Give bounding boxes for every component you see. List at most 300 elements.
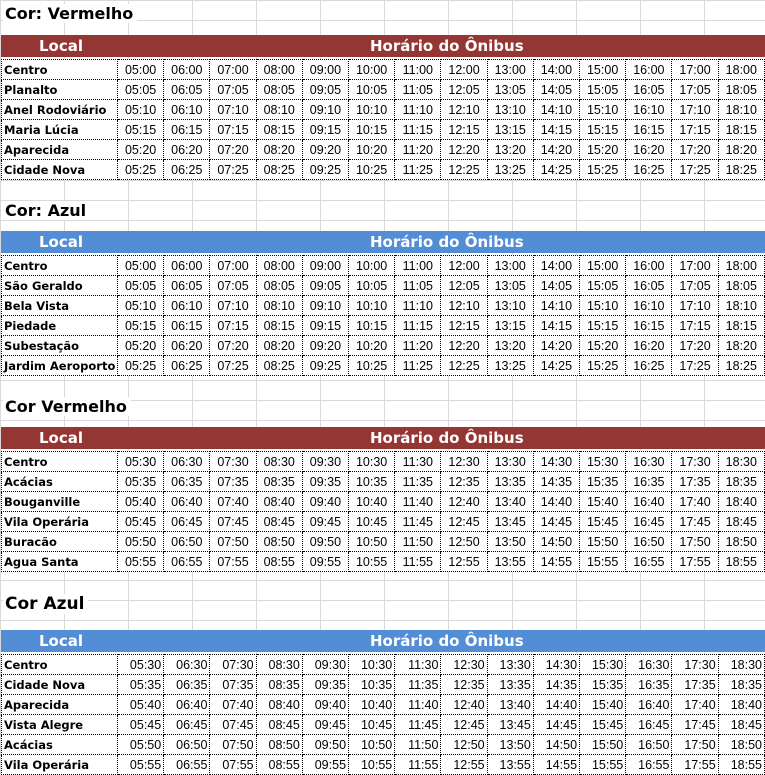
time-cell[interactable]: 10:45 (349, 715, 395, 735)
time-cell[interactable]: 12:30 (441, 655, 487, 675)
time-cell[interactable]: 14:05 (533, 80, 579, 100)
time-cell[interactable]: 12:20 (441, 140, 487, 160)
time-cell[interactable]: 16:55 (626, 552, 672, 572)
time-cell[interactable]: 10:15 (349, 120, 395, 140)
time-cell[interactable]: 08:20 (256, 336, 302, 356)
time-cell[interactable]: 14:25 (533, 160, 579, 180)
time-cell[interactable]: 15:05 (580, 80, 626, 100)
time-cell[interactable]: 07:50 (210, 532, 256, 552)
time-cell[interactable]: 08:00 (256, 256, 302, 276)
stop-name-cell[interactable]: Agua Santa (2, 552, 118, 572)
time-cell[interactable]: 10:40 (349, 492, 395, 512)
time-cell[interactable]: 06:20 (164, 140, 210, 160)
time-cell[interactable]: 08:45 (256, 715, 302, 735)
time-cell[interactable]: 15:35 (580, 472, 626, 492)
time-cell[interactable]: 05:15 (118, 120, 164, 140)
time-cell[interactable]: 18:00 (718, 60, 764, 80)
time-cell[interactable]: 14:00 (533, 60, 579, 80)
time-cell[interactable]: 11:40 (395, 695, 441, 715)
time-cell[interactable]: 13:05 (487, 80, 533, 100)
time-cell[interactable]: 09:30 (302, 655, 348, 675)
time-cell[interactable]: 08:10 (256, 100, 302, 120)
time-cell[interactable]: 15:45 (580, 715, 626, 735)
time-cell[interactable]: 07:35 (210, 675, 256, 695)
time-cell[interactable]: 16:20 (626, 140, 672, 160)
time-cell[interactable]: 11:50 (395, 735, 441, 755)
time-cell[interactable]: 16:10 (626, 296, 672, 316)
time-cell[interactable]: 15:10 (580, 100, 626, 120)
time-cell[interactable]: 13:15 (487, 120, 533, 140)
time-cell[interactable]: 17:55 (672, 552, 718, 572)
time-cell[interactable]: 16:50 (626, 735, 672, 755)
time-cell[interactable]: 13:15 (487, 316, 533, 336)
time-cell[interactable]: 06:35 (164, 675, 210, 695)
time-cell[interactable]: 08:55 (256, 552, 302, 572)
time-cell[interactable]: 10:50 (349, 532, 395, 552)
time-cell[interactable]: 06:05 (164, 276, 210, 296)
time-cell[interactable]: 13:55 (487, 755, 533, 775)
time-cell[interactable]: 05:05 (118, 80, 164, 100)
time-cell[interactable]: 17:05 (672, 276, 718, 296)
time-cell[interactable]: 11:00 (395, 256, 441, 276)
time-cell[interactable]: 09:35 (302, 675, 348, 695)
time-cell[interactable]: 11:00 (395, 60, 441, 80)
time-cell[interactable]: 06:45 (164, 715, 210, 735)
time-cell[interactable]: 05:45 (118, 512, 164, 532)
time-cell[interactable]: 10:00 (349, 60, 395, 80)
time-cell[interactable]: 08:50 (256, 532, 302, 552)
stop-name-cell[interactable]: Aparecida (2, 695, 118, 715)
time-cell[interactable]: 08:25 (256, 160, 302, 180)
time-cell[interactable]: 17:45 (672, 512, 718, 532)
time-cell[interactable]: 08:10 (256, 296, 302, 316)
time-cell[interactable]: 16:30 (626, 655, 672, 675)
time-cell[interactable]: 13:00 (487, 60, 533, 80)
time-cell[interactable]: 06:35 (164, 472, 210, 492)
time-cell[interactable]: 10:00 (349, 256, 395, 276)
time-cell[interactable]: 05:40 (118, 492, 164, 512)
time-cell[interactable]: 14:45 (533, 715, 579, 735)
time-cell[interactable]: 15:25 (580, 160, 626, 180)
time-cell[interactable]: 10:30 (349, 655, 395, 675)
time-cell[interactable]: 15:00 (580, 256, 626, 276)
time-cell[interactable]: 17:30 (672, 452, 718, 472)
stop-name-cell[interactable]: Acácias (2, 472, 118, 492)
time-cell[interactable]: 12:45 (441, 715, 487, 735)
time-cell[interactable]: 08:30 (256, 452, 302, 472)
time-cell[interactable]: 11:50 (395, 532, 441, 552)
time-cell[interactable]: 08:25 (256, 356, 302, 376)
time-cell[interactable]: 16:10 (626, 100, 672, 120)
time-cell[interactable]: 09:40 (302, 492, 348, 512)
time-cell[interactable]: 15:20 (580, 336, 626, 356)
stop-name-cell[interactable]: Jardim Aeroporto (2, 356, 118, 376)
time-cell[interactable]: 05:40 (118, 695, 164, 715)
time-cell[interactable]: 16:30 (626, 452, 672, 472)
time-cell[interactable]: 16:05 (626, 80, 672, 100)
time-cell[interactable]: 05:55 (118, 552, 164, 572)
time-cell[interactable]: 18:05 (718, 80, 764, 100)
time-cell[interactable]: 05:10 (118, 100, 164, 120)
time-cell[interactable]: 08:45 (256, 512, 302, 532)
time-cell[interactable]: 18:40 (718, 695, 764, 715)
time-cell[interactable]: 14:10 (533, 100, 579, 120)
time-cell[interactable]: 11:05 (395, 276, 441, 296)
time-cell[interactable]: 17:00 (672, 256, 718, 276)
time-cell[interactable]: 07:45 (210, 512, 256, 532)
time-cell[interactable]: 17:55 (672, 755, 718, 775)
time-cell[interactable]: 14:20 (533, 140, 579, 160)
time-cell[interactable]: 08:00 (256, 60, 302, 80)
stop-name-cell[interactable]: Aparecida (2, 140, 118, 160)
time-cell[interactable]: 12:10 (441, 100, 487, 120)
time-cell[interactable]: 07:00 (210, 60, 256, 80)
time-cell[interactable]: 11:35 (395, 472, 441, 492)
time-cell[interactable]: 06:15 (164, 120, 210, 140)
time-cell[interactable]: 06:20 (164, 336, 210, 356)
time-cell[interactable]: 09:05 (302, 80, 348, 100)
time-cell[interactable]: 05:25 (118, 160, 164, 180)
stop-name-cell[interactable]: São Geraldo (2, 276, 118, 296)
time-cell[interactable]: 06:50 (164, 532, 210, 552)
time-cell[interactable]: 10:50 (349, 735, 395, 755)
time-cell[interactable]: 07:00 (210, 256, 256, 276)
time-cell[interactable]: 06:00 (164, 60, 210, 80)
time-cell[interactable]: 05:35 (118, 472, 164, 492)
time-cell[interactable]: 16:55 (626, 755, 672, 775)
time-cell[interactable]: 10:20 (349, 140, 395, 160)
time-cell[interactable]: 14:55 (533, 755, 579, 775)
time-cell[interactable]: 09:15 (302, 120, 348, 140)
time-cell[interactable]: 15:05 (580, 276, 626, 296)
time-cell[interactable]: 14:15 (533, 316, 579, 336)
time-cell[interactable]: 13:50 (487, 735, 533, 755)
time-cell[interactable]: 07:15 (210, 316, 256, 336)
time-cell[interactable]: 06:25 (164, 160, 210, 180)
time-cell[interactable]: 06:00 (164, 256, 210, 276)
time-cell[interactable]: 13:50 (487, 532, 533, 552)
time-cell[interactable]: 05:10 (118, 296, 164, 316)
time-cell[interactable]: 15:15 (580, 316, 626, 336)
time-cell[interactable]: 05:50 (118, 735, 164, 755)
time-cell[interactable]: 14:30 (533, 655, 579, 675)
time-cell[interactable]: 13:20 (487, 140, 533, 160)
time-cell[interactable]: 15:55 (580, 755, 626, 775)
time-cell[interactable]: 14:30 (533, 452, 579, 472)
time-cell[interactable]: 18:50 (718, 735, 764, 755)
time-cell[interactable]: 11:15 (395, 316, 441, 336)
time-cell[interactable]: 09:55 (302, 552, 348, 572)
time-cell[interactable]: 14:45 (533, 512, 579, 532)
time-cell[interactable]: 17:50 (672, 735, 718, 755)
time-cell[interactable]: 07:55 (210, 552, 256, 572)
time-cell[interactable]: 11:40 (395, 492, 441, 512)
stop-name-cell[interactable]: Centro (2, 256, 118, 276)
time-cell[interactable]: 05:00 (118, 60, 164, 80)
time-cell[interactable]: 14:35 (533, 675, 579, 695)
time-cell[interactable]: 09:35 (302, 472, 348, 492)
time-cell[interactable]: 10:35 (349, 472, 395, 492)
time-cell[interactable]: 09:20 (302, 140, 348, 160)
time-cell[interactable]: 16:45 (626, 715, 672, 735)
time-cell[interactable]: 15:20 (580, 140, 626, 160)
time-cell[interactable]: 05:25 (118, 356, 164, 376)
time-cell[interactable]: 07:50 (210, 735, 256, 755)
time-cell[interactable]: 06:55 (164, 755, 210, 775)
time-cell[interactable]: 18:45 (718, 512, 764, 532)
time-cell[interactable]: 13:20 (487, 336, 533, 356)
time-cell[interactable]: 06:30 (164, 452, 210, 472)
time-cell[interactable]: 13:35 (487, 675, 533, 695)
time-cell[interactable]: 18:05 (718, 276, 764, 296)
time-cell[interactable]: 10:55 (349, 552, 395, 572)
time-cell[interactable]: 15:55 (580, 552, 626, 572)
time-cell[interactable]: 15:45 (580, 512, 626, 532)
time-cell[interactable]: 06:50 (164, 735, 210, 755)
time-cell[interactable]: 18:35 (718, 675, 764, 695)
time-cell[interactable]: 18:30 (718, 452, 764, 472)
time-cell[interactable]: 12:25 (441, 160, 487, 180)
time-cell[interactable]: 15:15 (580, 120, 626, 140)
time-cell[interactable]: 13:45 (487, 512, 533, 532)
time-cell[interactable]: 16:15 (626, 316, 672, 336)
time-cell[interactable]: 17:10 (672, 100, 718, 120)
time-cell[interactable]: 12:40 (441, 492, 487, 512)
time-cell[interactable]: 07:40 (210, 492, 256, 512)
time-cell[interactable]: 13:30 (487, 452, 533, 472)
time-cell[interactable]: 13:25 (487, 160, 533, 180)
time-cell[interactable]: 17:20 (672, 336, 718, 356)
time-cell[interactable]: 09:30 (302, 452, 348, 472)
time-cell[interactable]: 18:10 (718, 100, 764, 120)
time-cell[interactable]: 07:15 (210, 120, 256, 140)
time-cell[interactable]: 07:40 (210, 695, 256, 715)
time-cell[interactable]: 11:55 (395, 552, 441, 572)
time-cell[interactable]: 17:25 (672, 356, 718, 376)
time-cell[interactable]: 10:55 (349, 755, 395, 775)
time-cell[interactable]: 17:05 (672, 80, 718, 100)
time-cell[interactable]: 14:50 (533, 532, 579, 552)
time-cell[interactable]: 09:05 (302, 276, 348, 296)
time-cell[interactable]: 08:35 (256, 675, 302, 695)
time-cell[interactable]: 11:30 (395, 452, 441, 472)
time-cell[interactable]: 13:55 (487, 552, 533, 572)
time-cell[interactable]: 11:30 (395, 655, 441, 675)
time-cell[interactable]: 07:30 (210, 452, 256, 472)
time-cell[interactable]: 17:40 (672, 695, 718, 715)
stop-name-cell[interactable]: Cidade Nova (2, 675, 118, 695)
time-cell[interactable]: 10:15 (349, 316, 395, 336)
time-cell[interactable]: 07:05 (210, 80, 256, 100)
time-cell[interactable]: 12:15 (441, 316, 487, 336)
time-cell[interactable]: 12:10 (441, 296, 487, 316)
time-cell[interactable]: 14:40 (533, 492, 579, 512)
time-cell[interactable]: 18:40 (718, 492, 764, 512)
time-cell[interactable]: 11:55 (395, 755, 441, 775)
time-cell[interactable]: 16:35 (626, 472, 672, 492)
time-cell[interactable]: 11:25 (395, 160, 441, 180)
time-cell[interactable]: 11:05 (395, 80, 441, 100)
time-cell[interactable]: 16:40 (626, 695, 672, 715)
time-cell[interactable]: 09:45 (302, 512, 348, 532)
time-cell[interactable]: 12:30 (441, 452, 487, 472)
time-cell[interactable]: 14:20 (533, 336, 579, 356)
time-cell[interactable]: 06:45 (164, 512, 210, 532)
time-cell[interactable]: 07:20 (210, 336, 256, 356)
time-cell[interactable]: 12:05 (441, 276, 487, 296)
stop-name-cell[interactable]: Anel Rodoviário (2, 100, 118, 120)
time-cell[interactable]: 14:15 (533, 120, 579, 140)
time-cell[interactable]: 06:30 (164, 655, 210, 675)
time-cell[interactable]: 10:25 (349, 356, 395, 376)
time-cell[interactable]: 09:50 (302, 735, 348, 755)
time-cell[interactable]: 15:40 (580, 695, 626, 715)
stop-name-cell[interactable]: Centro (2, 60, 118, 80)
time-cell[interactable]: 12:45 (441, 512, 487, 532)
time-cell[interactable]: 11:45 (395, 715, 441, 735)
time-cell[interactable]: 17:50 (672, 532, 718, 552)
time-cell[interactable]: 11:45 (395, 512, 441, 532)
time-cell[interactable]: 05:35 (118, 675, 164, 695)
time-cell[interactable]: 06:40 (164, 492, 210, 512)
time-cell[interactable]: 05:55 (118, 755, 164, 775)
time-cell[interactable]: 10:25 (349, 160, 395, 180)
time-cell[interactable]: 13:25 (487, 356, 533, 376)
time-cell[interactable]: 16:45 (626, 512, 672, 532)
time-cell[interactable]: 17:35 (672, 472, 718, 492)
time-cell[interactable]: 06:40 (164, 695, 210, 715)
time-cell[interactable]: 13:35 (487, 472, 533, 492)
time-cell[interactable]: 14:35 (533, 472, 579, 492)
time-cell[interactable]: 08:20 (256, 140, 302, 160)
time-cell[interactable]: 07:35 (210, 472, 256, 492)
time-cell[interactable]: 18:35 (718, 472, 764, 492)
time-cell[interactable]: 08:30 (256, 655, 302, 675)
time-cell[interactable]: 05:30 (118, 452, 164, 472)
time-cell[interactable]: 13:10 (487, 100, 533, 120)
time-cell[interactable]: 08:35 (256, 472, 302, 492)
time-cell[interactable]: 17:45 (672, 715, 718, 735)
time-cell[interactable]: 12:40 (441, 695, 487, 715)
time-cell[interactable]: 16:40 (626, 492, 672, 512)
time-cell[interactable]: 05:45 (118, 715, 164, 735)
time-cell[interactable]: 06:55 (164, 552, 210, 572)
time-cell[interactable]: 17:20 (672, 140, 718, 160)
time-cell[interactable]: 15:35 (580, 675, 626, 695)
time-cell[interactable]: 18:10 (718, 296, 764, 316)
time-cell[interactable]: 14:40 (533, 695, 579, 715)
time-cell[interactable]: 16:35 (626, 675, 672, 695)
stop-name-cell[interactable]: Cidade Nova (2, 160, 118, 180)
stop-name-cell[interactable]: Centro (2, 655, 118, 675)
time-cell[interactable]: 06:10 (164, 296, 210, 316)
time-cell[interactable]: 16:00 (626, 60, 672, 80)
time-cell[interactable]: 18:55 (718, 755, 764, 775)
time-cell[interactable]: 15:30 (580, 655, 626, 675)
time-cell[interactable]: 12:50 (441, 735, 487, 755)
time-cell[interactable]: 08:15 (256, 120, 302, 140)
time-cell[interactable]: 17:15 (672, 316, 718, 336)
stop-name-cell[interactable]: Buracão (2, 532, 118, 552)
time-cell[interactable]: 07:20 (210, 140, 256, 160)
stop-name-cell[interactable]: Maria Lúcia (2, 120, 118, 140)
time-cell[interactable]: 14:50 (533, 735, 579, 755)
time-cell[interactable]: 16:25 (626, 160, 672, 180)
time-cell[interactable]: 18:20 (718, 140, 764, 160)
time-cell[interactable]: 12:50 (441, 532, 487, 552)
time-cell[interactable]: 05:15 (118, 316, 164, 336)
time-cell[interactable]: 08:55 (256, 755, 302, 775)
time-cell[interactable]: 08:15 (256, 316, 302, 336)
time-cell[interactable]: 12:55 (441, 552, 487, 572)
time-cell[interactable]: 08:05 (256, 80, 302, 100)
time-cell[interactable]: 12:05 (441, 80, 487, 100)
time-cell[interactable]: 10:35 (349, 675, 395, 695)
time-cell[interactable]: 16:00 (626, 256, 672, 276)
time-cell[interactable]: 16:20 (626, 336, 672, 356)
time-cell[interactable]: 13:40 (487, 695, 533, 715)
time-cell[interactable]: 10:05 (349, 80, 395, 100)
time-cell[interactable]: 11:25 (395, 356, 441, 376)
stop-name-cell[interactable]: Planalto (2, 80, 118, 100)
time-cell[interactable]: 16:25 (626, 356, 672, 376)
time-cell[interactable]: 09:00 (302, 256, 348, 276)
time-cell[interactable]: 14:25 (533, 356, 579, 376)
time-cell[interactable]: 06:15 (164, 316, 210, 336)
time-cell[interactable]: 05:50 (118, 532, 164, 552)
time-cell[interactable]: 11:20 (395, 336, 441, 356)
time-cell[interactable]: 10:10 (349, 100, 395, 120)
time-cell[interactable]: 07:55 (210, 755, 256, 775)
time-cell[interactable]: 09:10 (302, 296, 348, 316)
time-cell[interactable]: 07:10 (210, 100, 256, 120)
time-cell[interactable]: 11:35 (395, 675, 441, 695)
stop-name-cell[interactable]: Bela Vista (2, 296, 118, 316)
time-cell[interactable]: 06:25 (164, 356, 210, 376)
stop-name-cell[interactable]: Vila Operária (2, 512, 118, 532)
time-cell[interactable]: 12:55 (441, 755, 487, 775)
time-cell[interactable]: 09:40 (302, 695, 348, 715)
time-cell[interactable]: 17:00 (672, 60, 718, 80)
time-cell[interactable]: 16:15 (626, 120, 672, 140)
time-cell[interactable]: 12:15 (441, 120, 487, 140)
time-cell[interactable]: 17:25 (672, 160, 718, 180)
time-cell[interactable]: 12:25 (441, 356, 487, 376)
time-cell[interactable]: 07:05 (210, 276, 256, 296)
time-cell[interactable]: 14:55 (533, 552, 579, 572)
time-cell[interactable]: 18:15 (718, 120, 764, 140)
time-cell[interactable]: 18:55 (718, 552, 764, 572)
time-cell[interactable]: 05:30 (118, 655, 164, 675)
time-cell[interactable]: 15:50 (580, 735, 626, 755)
time-cell[interactable]: 17:30 (672, 655, 718, 675)
time-cell[interactable]: 07:25 (210, 356, 256, 376)
time-cell[interactable]: 17:35 (672, 675, 718, 695)
time-cell[interactable]: 10:40 (349, 695, 395, 715)
time-cell[interactable]: 10:30 (349, 452, 395, 472)
time-cell[interactable]: 18:45 (718, 715, 764, 735)
time-cell[interactable]: 11:20 (395, 140, 441, 160)
time-cell[interactable]: 18:30 (718, 655, 764, 675)
time-cell[interactable]: 12:35 (441, 472, 487, 492)
time-cell[interactable]: 10:05 (349, 276, 395, 296)
time-cell[interactable]: 16:50 (626, 532, 672, 552)
time-cell[interactable]: 17:40 (672, 492, 718, 512)
time-cell[interactable]: 14:10 (533, 296, 579, 316)
time-cell[interactable]: 18:25 (718, 356, 764, 376)
time-cell[interactable]: 09:50 (302, 532, 348, 552)
time-cell[interactable]: 05:20 (118, 336, 164, 356)
